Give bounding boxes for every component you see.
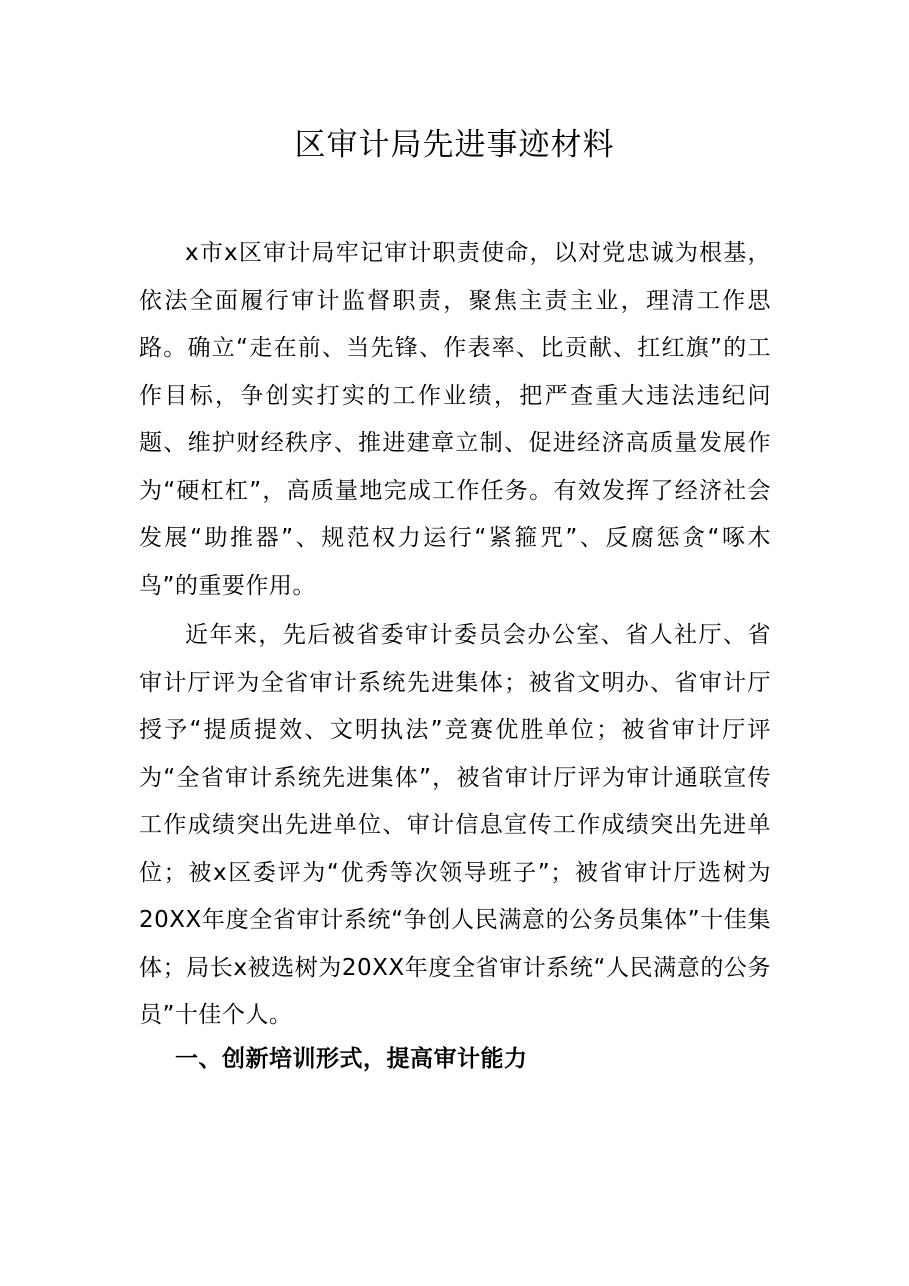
paragraph-honors: 近年来，先后被省委审计委员会办公室、省人社厅、省审计厅评为全省审计系统先进集体；被省文明办、省审计厅授予“提质提效、文明执法”竞赛优胜单位；被省审计厅评为“全省审计系统先进集体”，被省审计厅评为审计通联宣传工作成绩突出先进单位、审计信息宣传工作成绩突出先进单位；被x区委评为“优秀等次领导班子”；被省审计厅选树为20XX年度全省审计系统“争创人民满意的公务员集体”十佳集体；局长x被选树为20XX年度全省审计系统“人民满意的公务员”十佳个人。 bbox=[139, 622, 771, 1028]
section-heading: 一、创新培训形式，提高审计能力 bbox=[175, 1046, 528, 1072]
document-title: 区审计局先进事迹材料 bbox=[294, 127, 615, 163]
paragraph-intro: x市x区审计局牢记审计职责使命，以对党忠诚为根基，依法全面履行审计监督职责，聚焦主责主业，理清工作思路。确立“走在前、当先锋、作表率、比贡献、扛红旗”的工作目标，争创实打实的工作业绩，把严查重大违法违纪问题、维护财经秩序、推进建章立制、促进经济高质量发展作为“硬杠杠”，高质量地完成工作任务。有效发挥了经济社会发展“助推器”、规范权力运行“紧箍咒”、反腐惩贪“啄木鸟”的重要作用。 bbox=[139, 240, 771, 599]
document-body bbox=[139, 230, 771, 1040]
